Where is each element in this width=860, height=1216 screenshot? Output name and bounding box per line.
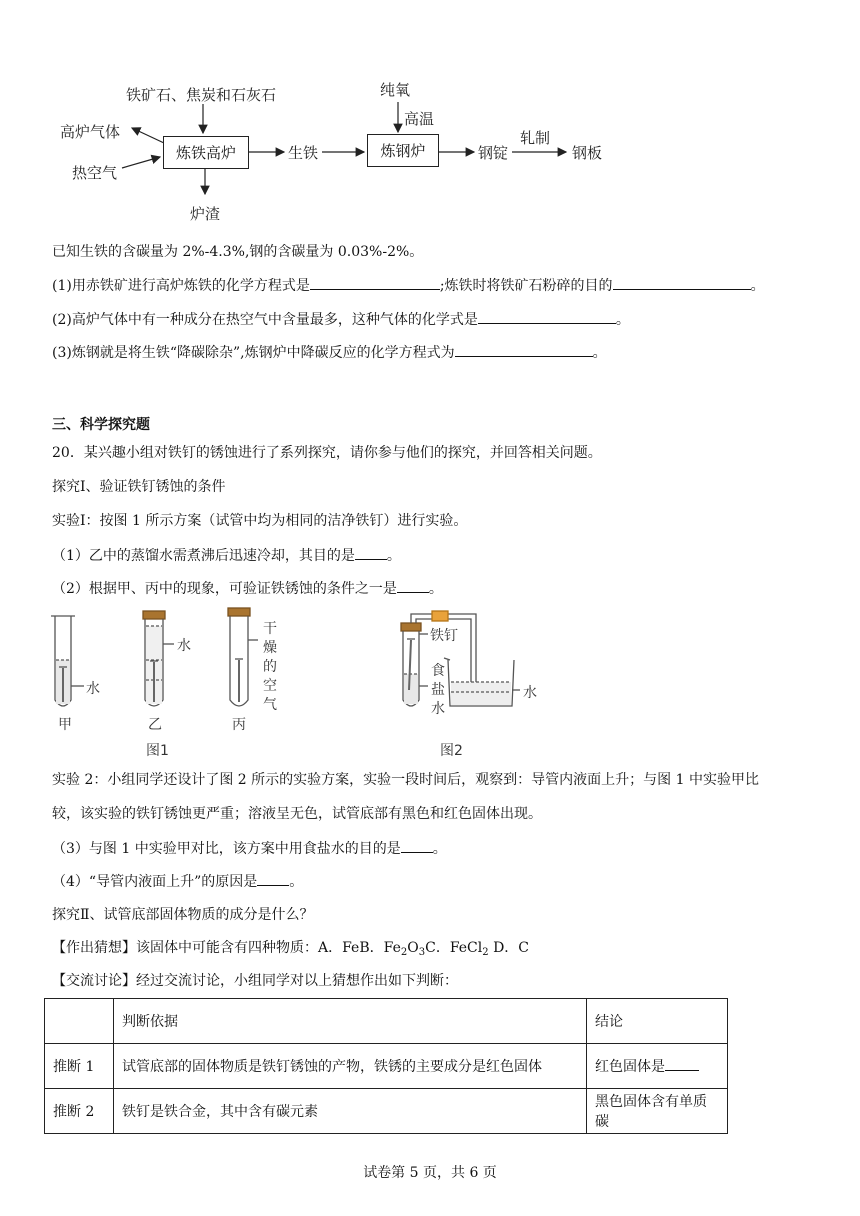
flow-plate-label: 钢板 <box>572 144 603 162</box>
flow-rolling-label: 轧制 <box>520 129 551 147</box>
blast-furnace-box: 炼铁高炉 <box>163 136 249 169</box>
hypothesis-text-c: C．FeCl <box>425 940 483 956</box>
hypothesis-line <box>52 938 529 963</box>
q2-end: 。 <box>428 581 443 597</box>
fig1-water-jia-label: 水 <box>86 681 100 697</box>
q3-text: （3）与图 1 中实验甲对比，该方案中用食盐水的目的是 <box>52 841 401 857</box>
answer-blank[interactable] <box>665 1056 699 1071</box>
question-3 <box>52 838 447 859</box>
subscript: 3 <box>418 947 426 958</box>
fig2-water-label: 水 <box>523 685 537 701</box>
question-4 <box>52 871 303 892</box>
table-cell-conclusion: 黑色固体含有单质碳 <box>587 1089 728 1134</box>
hypothesis-text-a: 该固体中可能含有四种物质：A．FeB．Fe <box>136 940 401 956</box>
q4-text: （4）“导管内液面上升”的原因是 <box>52 874 258 890</box>
table-header-cell: 判断依据 <box>114 999 587 1044</box>
experiment-2-line1: 实验 2：小组同学还设计了图 2 所示的实验方案，实验一段时间后，观察到：导管内液面上升；与图 1 中实验甲比 <box>52 772 759 788</box>
explore-2-title: 探究Ⅱ、试管底部固体物质的成分是什么？ <box>52 907 314 923</box>
q2-text: （2）根据甲、丙中的现象，可验证铁锈蚀的条件之一是 <box>52 581 397 597</box>
judgement-table <box>44 998 728 1134</box>
q3-end: 。 <box>432 841 447 857</box>
hypothesis-text-d: D．C <box>488 940 530 956</box>
table-cell-label: 推断 2 <box>45 1089 114 1134</box>
q19-known: 已知生铁的含碳量为 2%-4.3%,钢的含碳量为 0.03%-2%。 <box>52 244 424 260</box>
table-header-row <box>45 999 728 1044</box>
steel-furnace-box: 炼钢炉 <box>367 134 439 167</box>
page-footer: 试卷第 5 页，共 6 页 <box>363 1165 497 1181</box>
q19-p3-text-b: 。 <box>592 345 607 361</box>
hypothesis-tag: 【作出猜想】 <box>52 940 136 956</box>
section-heading: 三、科学探究题 <box>52 417 150 433</box>
q4-end: 。 <box>289 874 304 890</box>
fig1-caption: 图1 <box>146 743 169 759</box>
answer-blank[interactable] <box>257 871 289 886</box>
fig1-tube-yi-label: 乙 <box>148 717 162 733</box>
flow-input-label: 铁矿石、焦炭和石灰石 <box>126 86 277 104</box>
experiment-2-line2: 较，该实验的铁钉锈蚀更严重；溶液呈无色，试管底部有黑色和红色固体出现。 <box>52 806 542 822</box>
flow-gas-label: 高炉气体 <box>60 123 121 141</box>
discussion-tag: 【交流讨论】 <box>52 973 136 989</box>
explore-1-title: 探究Ⅰ、验证铁钉锈蚀的条件 <box>52 479 226 495</box>
table-row <box>45 1044 728 1089</box>
fig2-caption: 图2 <box>440 743 463 759</box>
flow-oxygen-label: 纯氧 <box>380 81 411 99</box>
fig2-brine-label: 食盐水 <box>431 663 445 717</box>
flow-pig-iron-label: 生铁 <box>288 144 319 162</box>
table-cell-basis: 试管底部的固体物质是铁钉锈蚀的产物，铁锈的主要成分是红色固体 <box>114 1044 587 1089</box>
fig1-water-yi-label: 水 <box>177 638 191 654</box>
table-cell-label: 推断 1 <box>45 1044 114 1089</box>
fig1-tube-bing-label: 丙 <box>232 717 246 733</box>
q19-p1-text-c: 。 <box>750 278 765 294</box>
conclusion-text: 红色固体是 <box>595 1059 665 1075</box>
flow-slag-label: 炉渣 <box>190 205 221 223</box>
discussion-text: 经过交流讨论，小组同学对以上猜想作出如下判断： <box>136 973 458 989</box>
table-cell-conclusion <box>587 1044 728 1089</box>
answer-blank[interactable] <box>401 838 433 853</box>
q19-p2-text-b: 。 <box>615 312 630 328</box>
q19-p3-text-a: (3)炼钢就是将生铁“降碳除杂”,炼钢炉中降碳反应的化学方程式为 <box>52 345 455 361</box>
flow-high-temp-label: 高温 <box>404 110 435 128</box>
table-header-cell: 结论 <box>587 999 728 1044</box>
subscript: 2 <box>400 947 408 958</box>
flow-ingot-label: 钢锭 <box>478 144 509 162</box>
experiment-1: 实验Ⅰ：按图 1 所示方案（试管中均为相同的洁净铁钉）进行实验。 <box>52 513 468 529</box>
q1-text: （1）乙中的蒸馏水需煮沸后迅速冷却，其目的是 <box>52 548 355 564</box>
q19-p1-text-a: (1)用赤铁矿进行高炉炼铁的化学方程式是 <box>52 278 310 294</box>
fig1-tube-jia-label: 甲 <box>58 717 72 733</box>
table-header-cell <box>45 999 114 1044</box>
fig2-nail-label: 铁钉 <box>430 628 458 644</box>
q19-p2-text-a: (2)高炉气体中有一种成分在热空气中含量最多，这种气体的化学式是 <box>52 312 478 328</box>
table-cell-basis: 铁钉是铁合金，其中含有碳元素 <box>114 1089 587 1134</box>
q20-stem: 20．某兴趣小组对铁钉的锈蚀进行了系列探究，请你参与他们的探究，并回答相关问题。 <box>52 445 602 461</box>
fig1-dry-air-label: 干燥的空气 <box>263 621 277 713</box>
table-row <box>45 1089 728 1134</box>
discussion-line <box>52 971 458 991</box>
q19-p1-text-b: ;炼铁时将铁矿石粉碎的目的 <box>439 278 613 294</box>
subscript: 2 <box>482 947 489 958</box>
flow-hot-air-label: 热空气 <box>72 164 118 182</box>
q1-end: 。 <box>386 548 401 564</box>
hypothesis-text-b: O <box>407 940 419 956</box>
